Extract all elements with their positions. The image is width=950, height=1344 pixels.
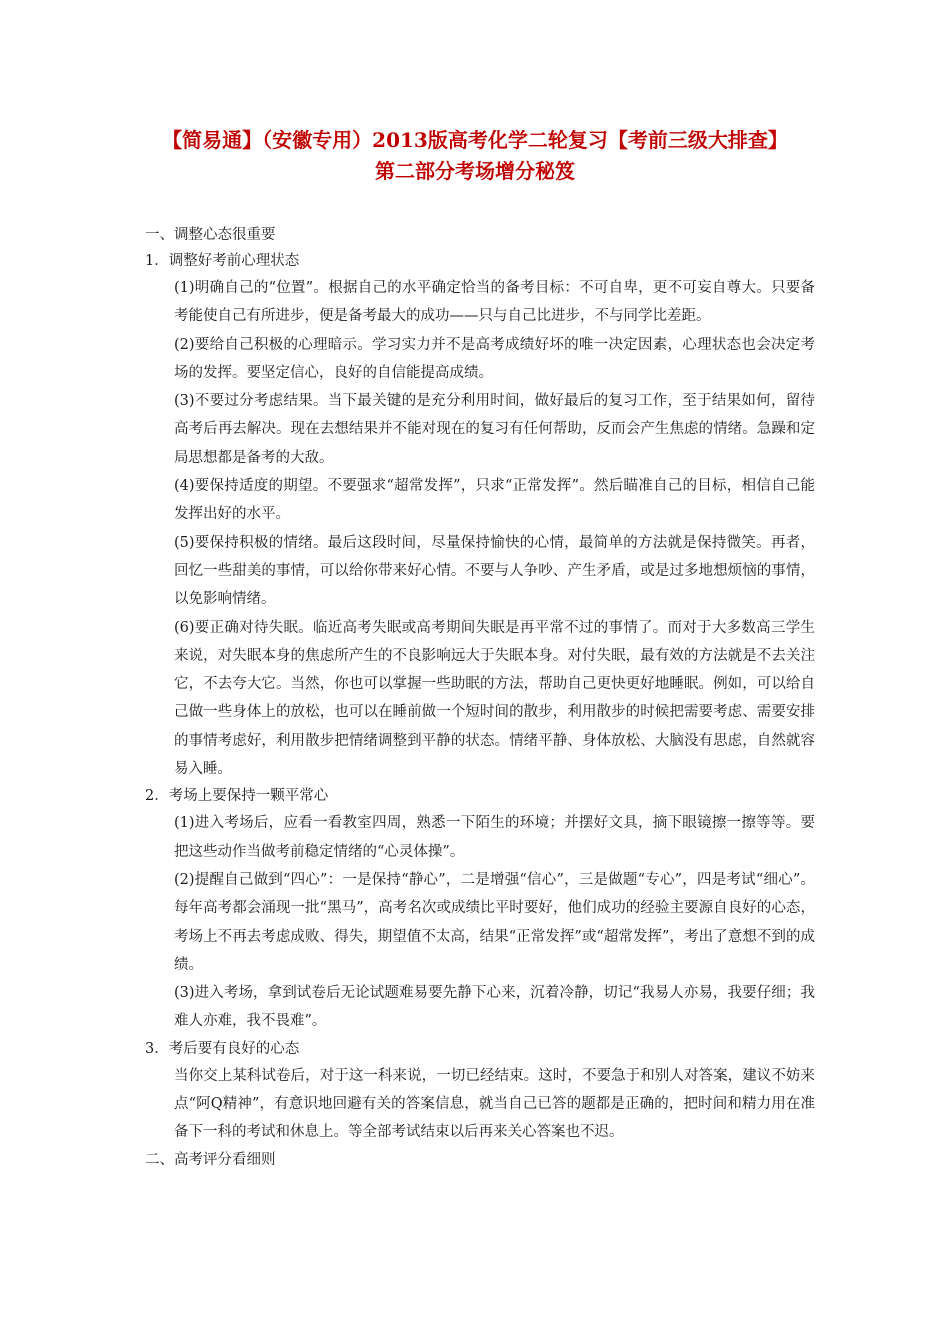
paragraph: (6)要正确对待失眠。临近高考失眠或高考期间失眠是再平常不过的事情了。而对于大多数高三学生来说，对失眠本身的焦虑所产生的不良影响远大于失眠本身。对付失眠，最有效的方法就是不去关注它，不去夸大它。当然，你也可以掌握一些助眠的方法，帮助自己更快更好地睡眠。例如，可以给自己做一些身体上的放松，也可以在睡前做一个短时间的散步，利用散步的时候把需要考虑、需要安排的事情考虑好，利用散步把情绪调整到平静的状态。情绪平静、身体放松、大脑没有思虑，自然就容易入睡。 bbox=[174, 619, 815, 778]
subsection-heading: 1．调整好考前心理状态 bbox=[145, 253, 300, 269]
document-body bbox=[145, 222, 815, 1173]
paragraph: (5)要保持积极的情绪。最后这段时间，尽量保持愉快的心情，最简单的方法就是保持微笑。再者，回忆一些甜美的事情，可以给你带来好心情。不要与人争吵、产生矛盾，或是过多地想烦恼的事情，以免影响情绪。 bbox=[174, 534, 815, 608]
paragraph: 当你交上某科试卷后，对于这一科来说，一切已经结束。这时，不要急于和别人对答案，建议不妨来点“阿Q精神”，有意识地回避有关的答案信息，就当自己已答的题都是正确的，把时间和精力用在准备下一科的考试和休息上。等全部考试结束以后再来关心答案也不迟。 bbox=[174, 1067, 815, 1141]
document-title-line-1: 【简易通】（安徽专用）2013版高考化学二轮复习【考前三级大排查】 bbox=[162, 128, 788, 152]
paragraph: (3)不要过分考虑结果。当下最关键的是充分利用时间，做好最后的复习工作，至于结果如何，留待高考后再去解决。现在去想结果并不能对现在的复习有任何帮助，反而会产生焦虑的情绪。急躁和定局思想都是备考的大敌。 bbox=[174, 393, 815, 466]
subsection-heading: 3．考后要有良好的心态 bbox=[145, 1040, 300, 1057]
paragraph: (3)进入考场，拿到试卷后无论试题难易要先静下心来，沉着冷静，切记“我易人亦易，我要仔细；我难人亦难，我不畏难”。 bbox=[174, 985, 815, 1030]
paragraph: (2)要给自己积极的心理暗示。学习实力并不是高考成绩好坏的唯一决定因素，心理状态也会决定考场的发挥。要坚定信心，良好的自信能提高成绩。 bbox=[174, 336, 815, 381]
paragraph: (2)提醒自己做到“四心”：一是保持“静心”，二是增强“信心”，三是做题“专心”，四是考试“细心”。每年高考都会涌现一批“黑马”，高考名次或成绩比平时要好，他们成功的经验主要源自良好的心态，考场上不再去考虑成败、得失，期望值不太高，结果“正常发挥”或“超常发挥”，考出了意想不到的成绩。 bbox=[174, 871, 815, 973]
section-heading: 二、高考评分看细则 bbox=[145, 1151, 276, 1168]
document-title-line-2: 第二部分考场增分秘笈 bbox=[375, 159, 575, 183]
paragraph: (1)进入考场后，应看一看教室四周，熟悉一下陌生的环境；并摆好文具，摘下眼镜擦一擦等等。要把这些动作当做考前稳定情绪的“心灵体操”。 bbox=[174, 815, 815, 860]
paragraph: (1)明确自己的“位置”。根据自己的水平确定恰当的备考目标：不可自卑，更不可妄自尊大。只要备考能使自己有所进步，便是备考最大的成功——只与自己比进步，不与同学比差距。 bbox=[174, 280, 815, 325]
paragraph: (4)要保持适度的期望。不要强求“超常发挥”，只求“正常发挥”。然后瞄准自己的目标，相信自己能发挥出好的水平。 bbox=[174, 478, 815, 523]
subsection-heading: 2．考场上要保持一颗平常心 bbox=[145, 788, 329, 805]
section-heading: 一、调整心态很重要 bbox=[145, 227, 276, 243]
